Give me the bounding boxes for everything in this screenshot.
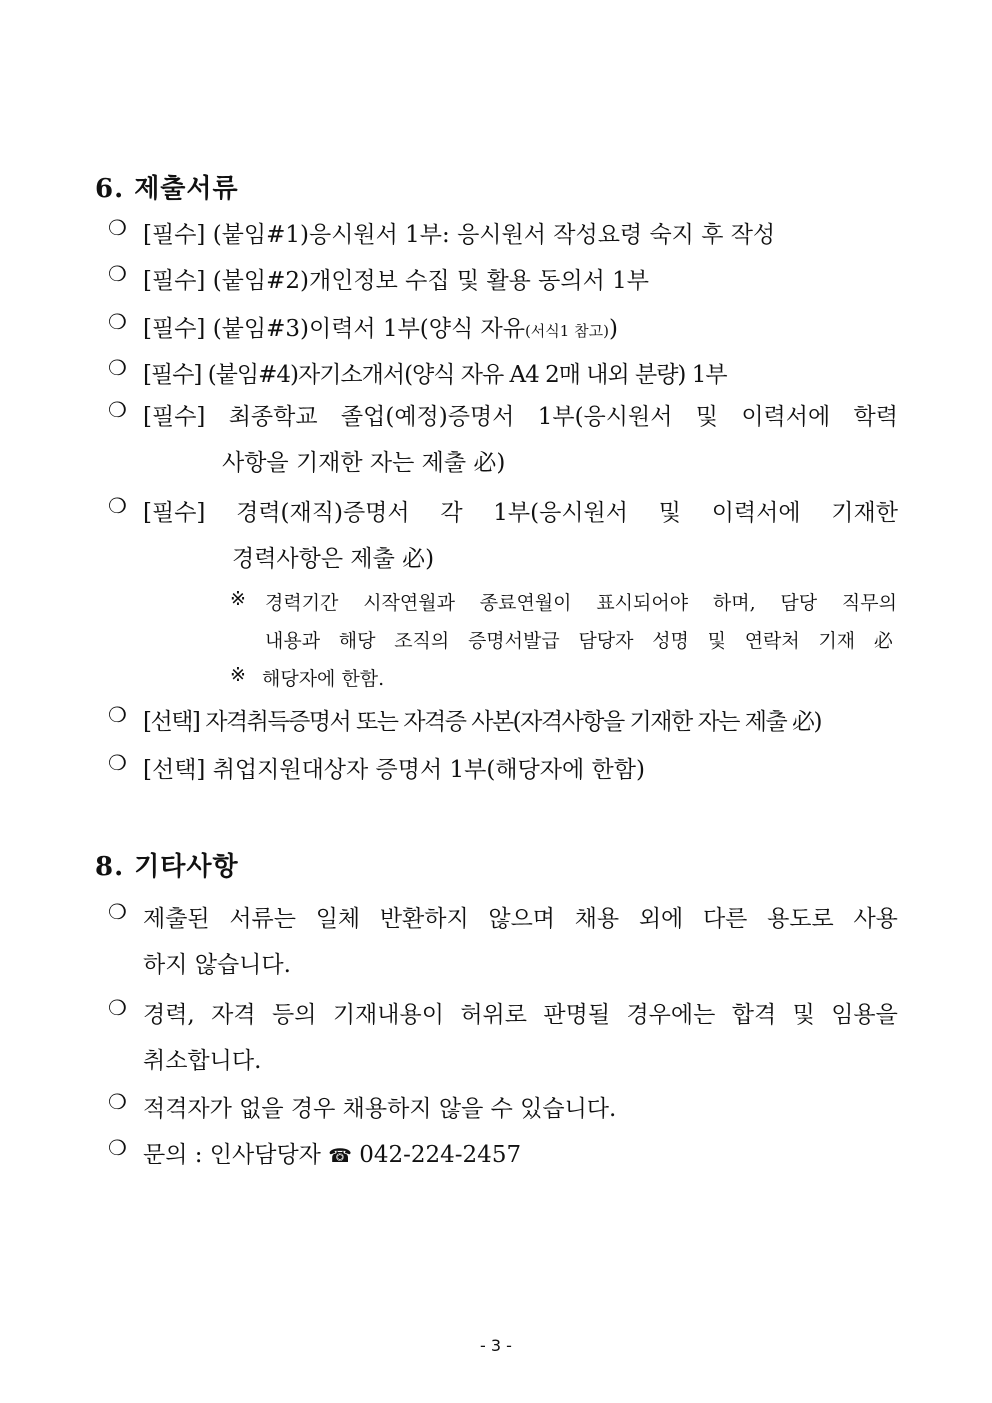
word: 담당자 — [578, 630, 634, 652]
bullet-icon: ❍ — [108, 996, 127, 1020]
word: 必 — [873, 630, 893, 652]
phone-icon: ☎ — [328, 1145, 352, 1167]
list-item-continuation: 하지 않습니다. — [143, 952, 291, 978]
word: 경력기간 — [265, 592, 339, 614]
item-main-text: [필수] (붙임#3)이력서 1부(양식 자유 — [143, 316, 525, 342]
justified-line — [143, 900, 898, 933]
bullet-icon: ❍ — [108, 216, 127, 240]
word: 1부(응시원서 — [493, 500, 628, 526]
word: 이력서에 — [711, 500, 801, 526]
list-item-text — [143, 310, 618, 343]
word: 기재내용이 — [332, 1002, 444, 1028]
word: 서류는 — [229, 906, 296, 932]
list-item-text: [필수] (붙임#2)개인정보 수집 및 활용 동의서 1부 — [143, 268, 650, 294]
word: 및 — [658, 500, 681, 526]
list-item-continuation: 경력사항은 제출 必) — [232, 546, 435, 572]
list-item-text: [선택] 자격취득증명서 또는 자격증 사본(자격사항을 기재한 자는 제출 必) — [143, 709, 821, 735]
justified-line — [143, 398, 898, 431]
word: 경력, — [143, 1002, 195, 1028]
list-item-text: [필수] (붙임#1)응시원서 1부: 응시원서 작성요령 숙지 후 작성 — [143, 222, 776, 248]
word: 증명서발급 — [467, 630, 560, 652]
phone-number: 042-224-2457 — [359, 1142, 522, 1168]
page-number: - 3 - — [480, 1336, 512, 1355]
list-item-continuation: 사항을 기재한 자는 제출 必) — [222, 450, 506, 476]
list-item-text: [선택] 취업지원대상자 증명서 1부(해당자에 한함) — [143, 757, 645, 783]
bullet-icon: ❍ — [108, 356, 127, 380]
word: 연락처 — [744, 630, 800, 652]
word: 임용을 — [831, 1002, 898, 1028]
word: 시작연월과 — [363, 592, 455, 614]
justified-line — [143, 494, 898, 527]
word: 및 — [792, 1002, 815, 1028]
list-item-text — [143, 1136, 521, 1169]
word: 졸업(예정)증명서 — [340, 404, 515, 430]
note-mark: ※ — [230, 664, 246, 686]
bullet-icon: ❍ — [108, 703, 127, 727]
item-small-text: (서식1 참고) — [524, 322, 609, 340]
word: 및 — [695, 404, 718, 430]
bullet-icon: ❍ — [108, 1136, 127, 1160]
word: 등의 — [272, 1002, 317, 1028]
word: 1부(응시원서 — [537, 404, 673, 430]
word: 사용 — [853, 906, 898, 932]
word: [필수] — [143, 404, 206, 430]
word: 경우에는 — [626, 1002, 716, 1028]
word: 직무의 — [841, 592, 897, 614]
word: 하며, — [712, 592, 756, 614]
word: 일체 — [315, 906, 361, 932]
word: 않으며 — [488, 906, 556, 932]
note-mark: ※ — [230, 588, 246, 610]
word: 최종학교 — [228, 404, 318, 430]
bullet-icon: ❍ — [108, 1090, 127, 1114]
bullet-icon: ❍ — [108, 262, 127, 286]
word: 다른 — [702, 906, 748, 932]
bullet-icon: ❍ — [108, 494, 127, 518]
note-text: 해당자에 한함. — [262, 668, 385, 690]
word: 경력(재직)증명서 — [236, 500, 410, 526]
bullet-icon: ❍ — [108, 398, 127, 422]
word: 용도로 — [767, 906, 834, 932]
word: 허위로 — [460, 1002, 527, 1028]
bullet-icon: ❍ — [108, 900, 127, 924]
word: 각 — [440, 500, 463, 526]
section-8-heading: 8. 기타사항 — [95, 852, 239, 882]
word: 및 — [707, 630, 726, 652]
word: 학력 — [853, 404, 898, 430]
word: 제출된 — [143, 906, 210, 932]
word: 종료연월이 — [479, 592, 572, 614]
word: 해당 — [338, 630, 376, 652]
word: 합격 — [731, 1002, 777, 1028]
word: 판명될 — [543, 1002, 611, 1028]
item-end-text: ) — [608, 316, 618, 342]
word: 반환하지 — [379, 906, 469, 932]
list-item-text: [필수] (붙임#4)자기소개서(양식 자유 A4 2매 내외 분량) 1부 — [143, 362, 727, 388]
word: 외에 — [638, 906, 684, 932]
word: 담당 — [780, 592, 818, 614]
word: 기재 — [818, 630, 856, 652]
word: 표시되어야 — [596, 592, 689, 614]
list-item-continuation: 취소합니다. — [143, 1048, 262, 1074]
word: [필수] — [143, 500, 206, 526]
word: 이력서에 — [741, 404, 831, 430]
word: 자격 — [211, 1002, 256, 1028]
word: 성명 — [652, 630, 689, 652]
word: 기재한 — [831, 500, 898, 526]
word: 내용과 — [265, 630, 321, 652]
contact-label: 문의 : 인사담당자 — [143, 1142, 321, 1168]
bullet-icon: ❍ — [108, 310, 127, 334]
word: 채용 — [574, 906, 620, 932]
note-line — [265, 626, 893, 653]
justified-line — [143, 996, 898, 1029]
section-6-heading: 6. 제출서류 — [95, 174, 239, 204]
note-line — [265, 588, 897, 615]
word: 조직의 — [394, 630, 450, 652]
bullet-icon: ❍ — [108, 751, 127, 775]
list-item-text: 적격자가 없을 경우 채용하지 않을 수 있습니다. — [143, 1096, 617, 1122]
